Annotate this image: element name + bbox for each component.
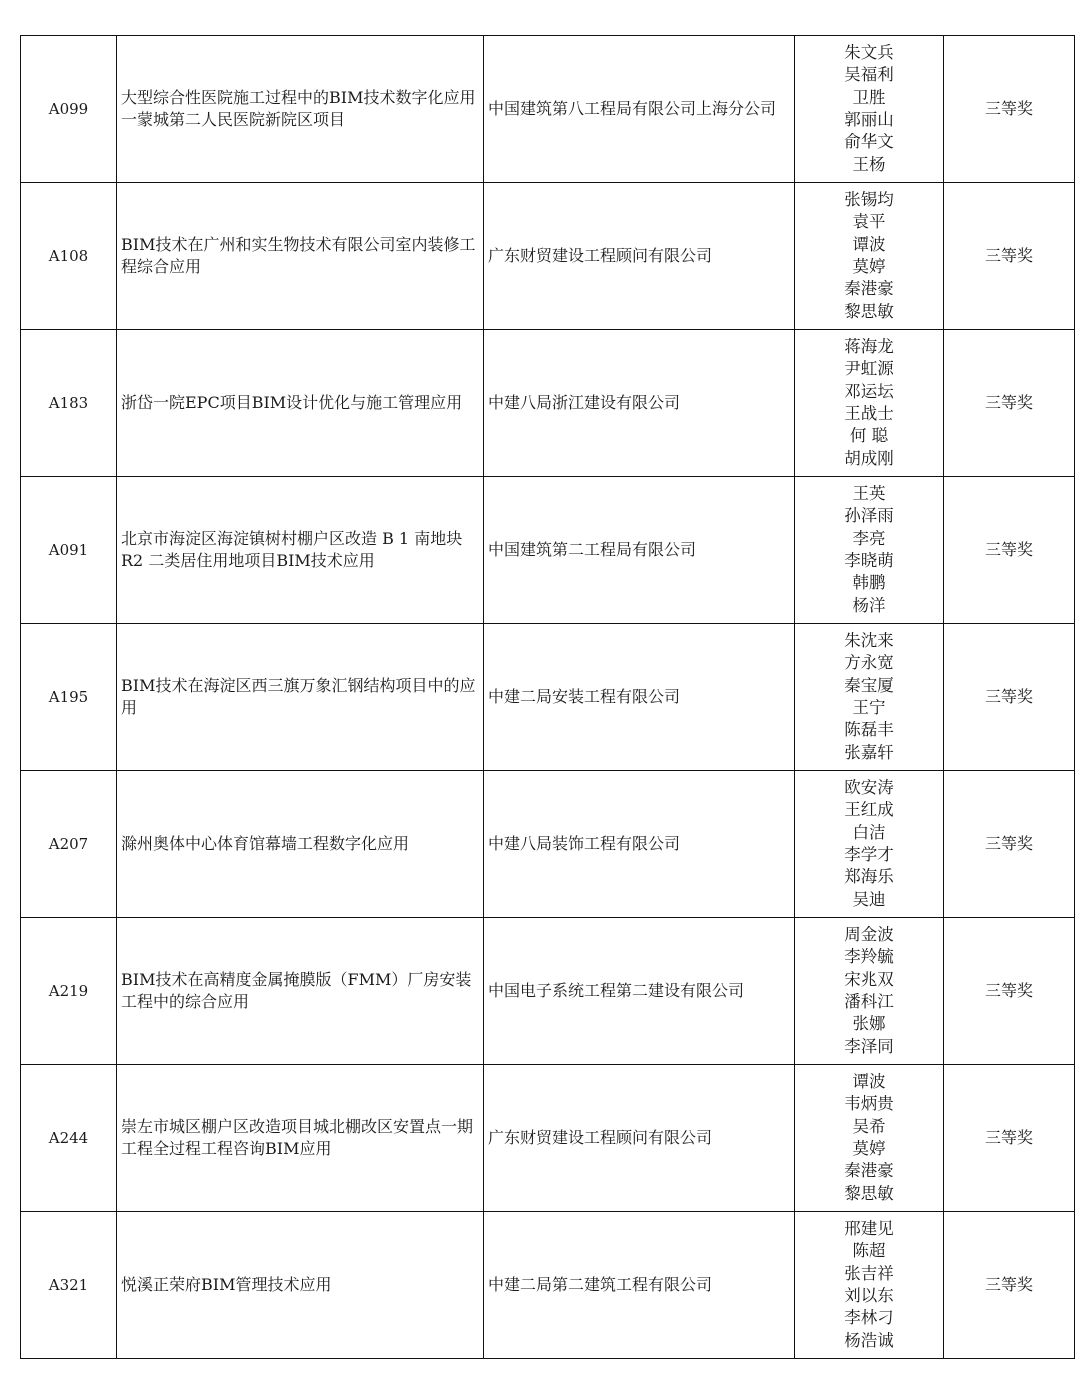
team-member: 谭波 [852,1071,886,1091]
team-member: 吴迪 [852,889,886,909]
team-member: 邢建见 [844,1218,894,1238]
table-row [21,624,1075,771]
team-member: 杨洋 [852,595,886,615]
table-row [21,918,1075,1065]
project-name-cell: 滁州奥体中心体育馆幕墙工程数字化应用 [117,771,484,918]
organization-cell: 中国建筑第二工程局有限公司 [484,477,795,624]
project-name-cell: 崇左市城区棚户区改造项目城北棚改区安置点一期工程全过程工程咨询BIM应用 [117,1065,484,1212]
team-member: 邓运坛 [844,381,894,401]
team-members-cell [795,183,944,330]
team-member: 王宁 [852,698,886,717]
team-member: 李泽同 [844,1036,894,1056]
project-name-cell: BIM技术在广州和实生物技术有限公司室内装修工程综合应用 [117,183,484,330]
organization-cell: 中国建筑第八工程局有限公司上海分公司 [484,36,795,183]
project-name-cell: 悦溪正荣府BIM管理技术应用 [117,1212,484,1359]
organization-cell: 中建八局浙江建设有限公司 [484,330,795,477]
team-member: 陈超 [852,1241,886,1261]
team-member: 王红成 [844,800,894,820]
organization-cell: 中建二局安装工程有限公司 [484,624,795,771]
team-member: 张娜 [852,1014,886,1034]
project-name-cell: BIM技术在海淀区西三旗万象汇钢结构项目中的应用 [117,624,484,771]
team-member: 朱文兵 [844,42,894,62]
team-members-cell [795,1212,944,1359]
table-row [21,771,1075,918]
project-id-cell: A183 [21,330,117,477]
project-id-cell: A321 [21,1212,117,1359]
award-level-cell: 三等奖 [944,477,1075,624]
award-level-cell: 三等奖 [944,1212,1075,1359]
team-members-cell [795,1065,944,1212]
project-id-cell: A099 [21,36,117,183]
team-member: 潘科江 [844,992,894,1011]
team-member: 王战士 [844,404,894,423]
team-member: 蒋海龙 [844,336,894,356]
team-member: 秦宝厦 [844,675,894,695]
team-members-cell [795,771,944,918]
team-member: 朱沈来 [844,630,894,650]
project-id-cell: A091 [21,477,117,624]
award-level-cell: 三等奖 [944,183,1075,330]
team-member: 王杨 [852,154,886,174]
project-name-cell: 北京市海淀区海淀镇树村棚户区改造 B 1 南地块 R2 二类居住用地项目BIM技术应用 [117,477,484,624]
team-member: 李学才 [844,845,894,864]
organization-cell: 广东财贸建设工程顾问有限公司 [484,183,795,330]
organization-cell: 中建八局装饰工程有限公司 [484,771,795,918]
team-member: 方永宽 [844,653,894,673]
team-member: 王英 [852,483,886,503]
team-member: 郭丽山 [844,110,894,129]
team-member: 刘以东 [844,1286,894,1305]
organization-cell: 中国电子系统工程第二建设有限公司 [484,918,795,1065]
awards-table-body [21,36,1075,1359]
award-level-cell: 三等奖 [944,624,1075,771]
team-members-cell [795,36,944,183]
awards-table [20,35,1075,1359]
team-member: 胡成刚 [844,448,894,468]
team-member: 吴福利 [844,65,894,85]
team-member: 俞华文 [844,132,894,152]
team-members-cell [795,330,944,477]
table-row [21,1065,1075,1212]
team-member: 谭波 [852,234,886,254]
awards-table-wrapper [20,35,1060,1359]
team-member: 秦港豪 [844,279,894,299]
team-member: 陈磊丰 [844,720,894,740]
team-member: 何 聪 [849,426,889,446]
team-members-cell [795,624,944,771]
project-id-cell: A244 [21,1065,117,1212]
team-member: 张嘉轩 [844,742,894,762]
team-member: 卫胜 [852,87,886,107]
team-member: 李亮 [852,528,886,548]
table-row [21,1212,1075,1359]
organization-cell: 广东财贸建设工程顾问有限公司 [484,1065,795,1212]
team-member: 白洁 [852,822,886,842]
project-name-cell: 浙岱一院EPC项目BIM设计优化与施工管理应用 [117,330,484,477]
team-member: 张锡均 [844,189,894,209]
team-member: 李林刁 [844,1308,894,1328]
project-id-cell: A195 [21,624,117,771]
table-row [21,330,1075,477]
team-member: 吴希 [852,1116,886,1136]
team-member: 郑海乐 [844,867,894,887]
team-member: 莫婷 [852,257,886,276]
team-member: 秦港豪 [844,1161,894,1181]
team-member: 周金波 [844,924,894,944]
award-level-cell: 三等奖 [944,330,1075,477]
team-member: 欧安涛 [844,777,894,797]
award-level-cell: 三等奖 [944,36,1075,183]
project-name-cell: 大型综合性医院施工过程中的BIM技术数字化应用一蒙城第二人民医院新院区项目 [117,36,484,183]
award-level-cell: 三等奖 [944,771,1075,918]
team-member: 黎思敏 [844,301,894,321]
award-level-cell: 三等奖 [944,1065,1075,1212]
team-member: 袁平 [852,212,886,232]
project-id-cell: A207 [21,771,117,918]
team-member: 韦炳贵 [844,1094,894,1114]
team-member: 莫婷 [852,1139,886,1158]
team-member: 孙泽雨 [844,506,894,526]
team-member: 黎思敏 [844,1183,894,1203]
team-member: 李羚毓 [844,947,894,967]
table-row [21,477,1075,624]
team-member: 韩鹏 [852,573,886,593]
team-member: 宋兆双 [844,969,894,989]
team-member: 张吉祥 [844,1263,894,1283]
table-row [21,36,1075,183]
project-name-cell: BIM技术在高精度金属掩膜版（FMM）厂房安装工程中的综合应用 [117,918,484,1065]
table-row [21,183,1075,330]
team-members-cell [795,918,944,1065]
project-id-cell: A219 [21,918,117,1065]
team-member: 尹虹源 [844,359,894,379]
award-level-cell: 三等奖 [944,918,1075,1065]
project-id-cell: A108 [21,183,117,330]
team-member: 杨浩诚 [844,1330,894,1350]
team-member: 李晓萌 [844,551,894,570]
organization-cell: 中建二局第二建筑工程有限公司 [484,1212,795,1359]
team-members-cell [795,477,944,624]
